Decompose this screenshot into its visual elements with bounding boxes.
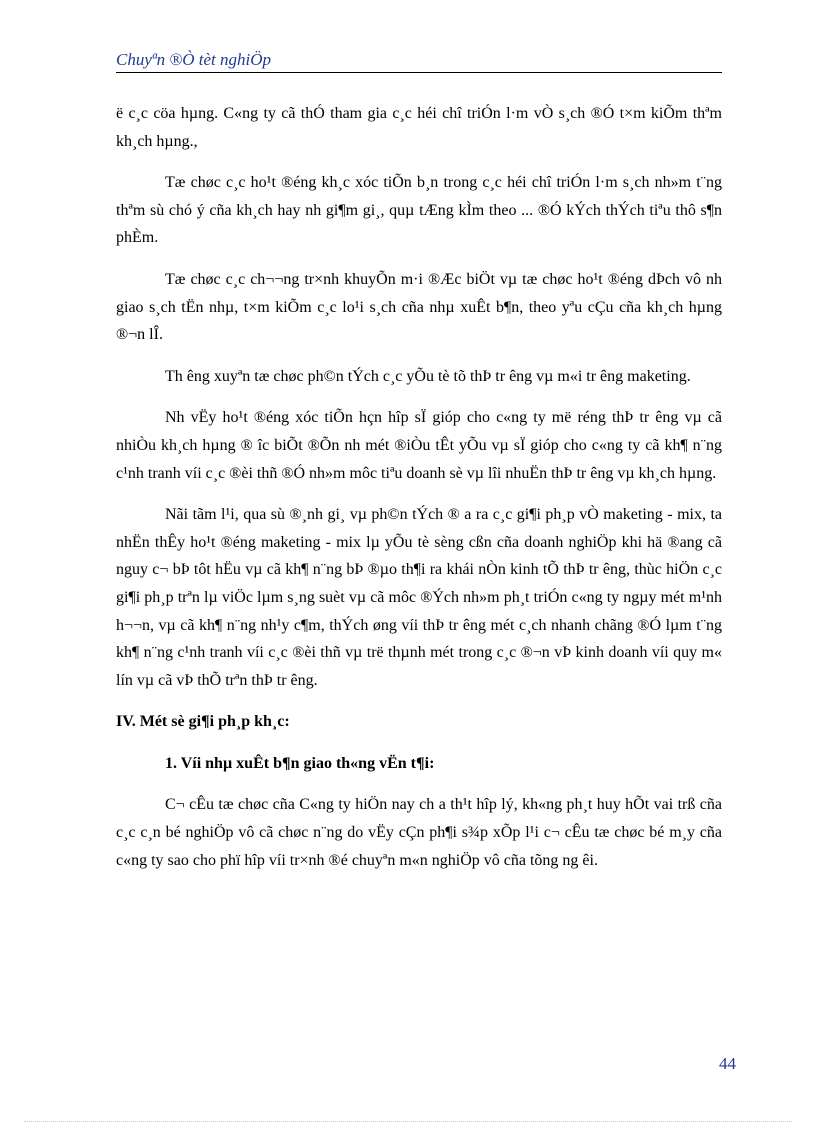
paragraph: Th êng xuyªn tæ chøc ph©n tÝch c¸c yÕu tè tõ thÞ tr êng vµ m«i tr êng maketing. [165,367,691,385]
document-body [116,100,722,888]
page-header [116,50,722,73]
page-bottom-divider [24,1121,792,1122]
paragraph: Nãi tãm l¹i, qua sù ®¸nh gi¸ vµ ph©n tÝch ® a ra c¸c gi¶i ph¸p vÒ maketing - mix, ta nhËn thÊy ho¹t ®éng maketing - mix lµ yÕu tè sèng cßn cña doanh nghiÖp khi hä ®ang cã nguy c¬ bÞ tôt hËu vµ cã kh¶ n¨ng bÞ ®µo th¶i ra khái nÒn kinh tÕ thÞ tr êng, thùc hiÖn c¸c gi¶i ph¸p trªn lµ viÖc lµm s¸ng suèt vµ cã môc ®Ých nh»m ph¸t triÓn c«ng ty ngµy mét m¹nh h¬¬n, vµ cã kh¶ n¨ng nh¹y c¶m, thÝch øng víi thÞ tr êng mét c¸ch nhanh chãng ®Ó lµm t¨ng kh¶ n¨ng c¹nh tranh víi c¸c ®èi thñ vµ trë thµnh mét trong c¸c ®¬n vÞ kinh doanh víi quy m« lín vµ cã vÞ thÕ trªn thÞ tr êng. [116,506,722,689]
paragraph: Tæ chøc c¸c ho¹t ®éng kh¸c xóc tiÕn b¸n trong c¸c héi chî triÓn l·m s¸ch nh»m t¨ng thªm sù chó ý cña kh¸ch hay nh gi¶m gi¸, quµ tÆng kÌm theo ... ®Ó kÝch thÝch tiªu thô s¶n phÈm. [116,174,722,247]
page-number: 44 [719,1054,736,1073]
header-title: Chuyªn ®Ò tèt nghiÖp [116,50,272,69]
paragraph: ë c¸c cöa hµng. C«ng ty cã thÓ tham gia c¸c héi chî triÓn l·m vÒ s¸ch ®Ó t×m kiÕm thªm kh¸ch hµng., [116,105,722,150]
subsection-heading: 1. Víi nhµ xuÊt b¶n giao th«ng vËn t¶i: [165,754,435,772]
paragraph: Nh vËy ho¹t ®éng xóc tiÕn hçn hîp sÏ gióp cho c«ng ty më réng thÞ tr êng vµ cã nhiÒu kh¸ch hµng ® îc biÕt ®Õn nh mét ®iÒu tÊt yÕu vµ sÏ gióp cho c«ng ty cã kh¶ n¨ng c¹nh tranh víi c¸c ®èi thñ ®Ó nh»m môc tiªu doanh sè vµ lîi nhuËn thÞ tr êng vµ kh¸ch hµng. [116,409,722,482]
paragraph: C¬ cÊu tæ chøc cña C«ng ty hiÖn nay ch a th¹t hîp lý, kh«ng ph¸t huy hÕt vai trß cña c¸c c¸n bé nghiÖp vô cã chøc n¨ng do vËy cÇn ph¶i s¾p xÕp l¹i c¬ cÊu tæ chøc bé m¸y cña c«ng ty sao cho phï hîp víi tr×nh ®é chuyªn m«n nghiÖp vô cña tõng ng êi. [116,796,722,869]
paragraph: Tæ chøc c¸c ch¬¬ng tr×nh khuyÕn m·i ®Æc biÖt vµ tæ chøc ho¹t ®éng dÞch vô nh giao s¸ch tËn nhµ, t×m kiÕm c¸c lo¹i s¸ch cña nhµ xuÊt b¶n, theo yªu cÇu cña kh¸ch hµng ®¬n lÎ. [116,270,722,344]
section-heading: IV. Mét sè gi¶i ph¸p kh¸c: [116,713,290,731]
